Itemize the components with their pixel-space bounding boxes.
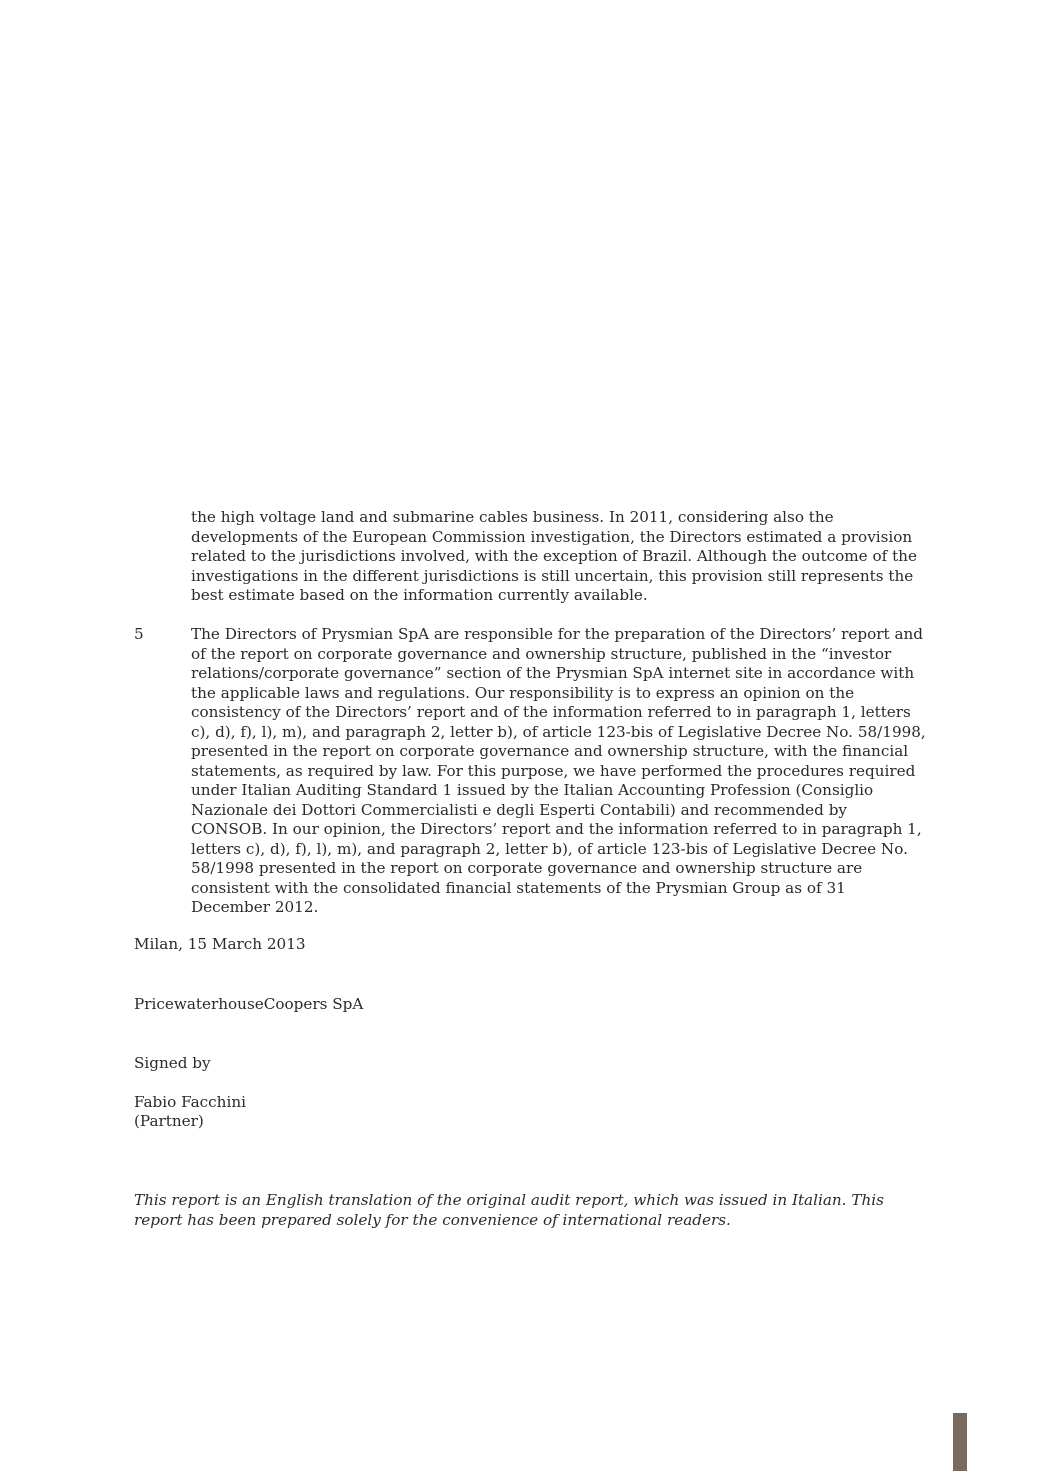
- translation-disclaimer: [134, 1191, 884, 1230]
- paragraph-5: [191, 625, 926, 918]
- paragraph-line: statements, as required by law. For this purpose, we have performed the procedures required: [191, 761, 916, 780]
- paragraph-line: December 2012.: [191, 898, 319, 916]
- paragraph-line: The Directors of Prysmian SpA are responsible for the preparation of the Directors’ report and: [191, 625, 924, 643]
- paragraph-line: c), d), f), l), m), and paragraph 2, letter b), of article 123-bis of Legislative Decree No. 58/1998,: [191, 722, 926, 741]
- signatory-role: (Partner): [134, 1112, 204, 1130]
- paragraph-line: investigations in the different jurisdictions is still uncertain, this provision still represents the: [191, 566, 914, 585]
- paragraph-line: developments of the European Commission investigation, the Directors estimated a provision: [191, 527, 913, 546]
- paragraph-line: the applicable laws and regulations. Our responsibility is to express an opinion on the: [191, 683, 855, 702]
- signed-by-label: Signed by: [134, 1054, 211, 1072]
- paragraph-line: relations/corporate governance” section of the Prysmian SpA internet site in accordance with: [191, 664, 915, 682]
- paragraph-line: CONSOB. In our opinion, the Directors’ report and the information referred to in paragraph 1,: [191, 820, 922, 838]
- paragraph-line: letters c), d), f), l), m), and paragraph 2, letter b), of article 123-bis of Legislative Decree No.: [191, 839, 908, 858]
- paragraph-line: Nazionale dei Dottori Commercialisti e degli Esperti Contabili) and recommended by: [191, 800, 847, 819]
- paragraph-line: 58/1998 presented in the report on corporate governance and ownership structure are: [191, 859, 863, 877]
- firm-name: PricewaterhouseCoopers SpA: [134, 995, 364, 1013]
- paragraph-number: 5: [134, 625, 144, 643]
- paragraph-line: related to the jurisdictions involved, with the exception of Brazil. Although the outcome of the: [191, 547, 917, 565]
- paragraph-line: the high voltage land and submarine cables business. In 2011, considering also the: [191, 508, 834, 526]
- paragraph-line: consistent with the consolidated financial statements of the Prysmian Group as of 31: [191, 878, 846, 897]
- paragraph-line: consistency of the Directors’ report and of the information referred to in paragraph 1, letters: [191, 703, 911, 721]
- paragraph-line: of the report on corporate governance and ownership structure, published in the “investor: [191, 644, 892, 663]
- disclaimer-line: report has been prepared solely for the convenience of international readers.: [134, 1210, 731, 1229]
- paragraph-line: best estimate based on the information currently available.: [191, 586, 648, 604]
- continued-paragraph: [191, 508, 917, 606]
- place-date: Milan, 15 March 2013: [134, 935, 306, 953]
- paragraph-line: presented in the report on corporate governance and ownership structure, with the financial: [191, 742, 909, 760]
- signatory-name: Fabio Facchini: [134, 1093, 246, 1111]
- page-edge-marker: [953, 1413, 967, 1471]
- disclaimer-line: This report is an English translation of the original audit report, which was issued in Italian. This: [134, 1191, 884, 1209]
- paragraph-line: under Italian Auditing Standard 1 issued by the Italian Accounting Profession (Consiglio: [191, 781, 874, 799]
